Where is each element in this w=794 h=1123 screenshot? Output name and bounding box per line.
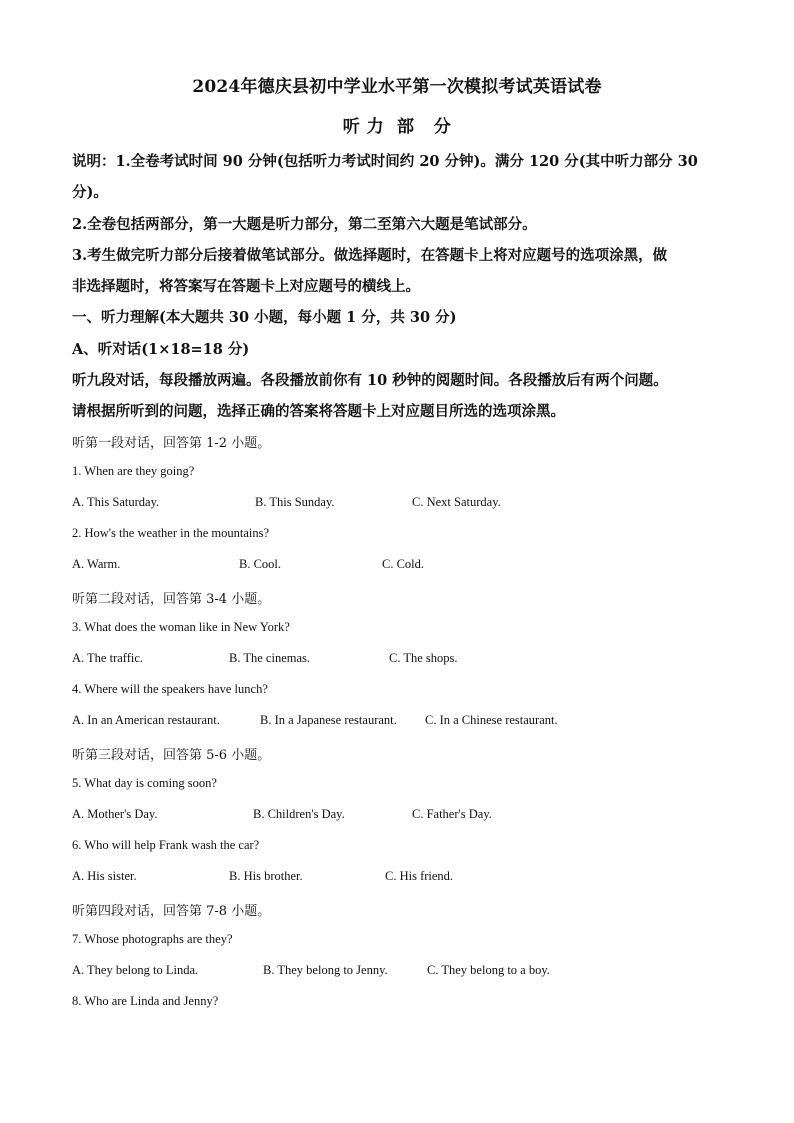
question-6-option-a: A. His sister.: [72, 869, 137, 883]
question-5-option-b: B. Children's Day.: [253, 807, 345, 821]
question-6-option-b: B. His brother.: [229, 869, 303, 883]
question-3-stem: 3. What does the woman like in New York?: [72, 620, 290, 634]
part-a-heading: A、听对话(1×18=18 分): [72, 341, 250, 358]
dialog-intro-1: 听第一段对话，回答第 1-2 小题。: [72, 436, 271, 451]
question-1-option-b: B. This Sunday.: [255, 495, 335, 509]
question-5-option-a: A. Mother's Day.: [72, 807, 158, 821]
dialog-intro-4: 听第四段对话，回答第 7-8 小题。: [72, 904, 271, 919]
question-7-stem: 7. Whose photographs are they?: [72, 932, 233, 946]
question-1-option-c: C. Next Saturday.: [412, 495, 501, 509]
instructions-line-1: 说明：1.全卷考试时间 90 分钟(包括听力考试时间约 20 分钟)。满分 120 分(其中听力部分 30: [72, 153, 698, 170]
question-7-option-b: B. They belong to Jenny.: [263, 963, 388, 977]
question-4-stem: 4. Where will the speakers have lunch?: [72, 682, 268, 696]
question-1-option-a: A. This Saturday.: [72, 495, 160, 509]
question-6-option-c: C. His friend.: [385, 869, 454, 883]
dialog-intro-3: 听第三段对话，回答第 5-6 小题。: [72, 748, 271, 763]
question-3-option-c: C. The shops.: [389, 651, 458, 665]
question-3-option-a: A. The traffic.: [72, 651, 144, 665]
dialog-intro-2: 听第二段对话，回答第 3-4 小题。: [72, 592, 271, 607]
instructions-line-5: 非选择题时，将答案写在答题卡上对应题号的横线上。: [72, 278, 420, 295]
question-7-option-c: C. They belong to a boy.: [427, 963, 550, 977]
question-4-option-b: B. In a Japanese restaurant.: [260, 713, 397, 727]
question-5-option-c: C. Father's Day.: [412, 807, 492, 821]
section-subtitle: 听 力 部 分: [342, 117, 452, 137]
instructions-line-3: 2.全卷包括两部分，第一大题是听力部分，第二至第六大题是笔试部分。: [72, 216, 537, 233]
instructions-line-2: 分)。: [72, 184, 108, 201]
question-2-option-c: C. Cold.: [382, 557, 425, 571]
question-1-stem: 1. When are they going?: [72, 464, 195, 478]
section-heading: 一、听力理解(本大题共 30 小题，每小题 1 分，共 30 分): [72, 309, 457, 326]
question-2-stem: 2. How's the weather in the mountains?: [72, 526, 269, 540]
question-8-stem: 8. Who are Linda and Jenny?: [72, 994, 219, 1008]
question-4-option-a: A. In an American restaurant.: [72, 713, 220, 727]
question-6-stem: 6. Who will help Frank wash the car?: [72, 838, 260, 852]
question-3-option-b: B. The cinemas.: [229, 651, 310, 665]
page-title: 2024年德庆县初中学业水平第一次模拟考试英语试卷: [192, 77, 602, 97]
question-5-stem: 5. What day is coming soon?: [72, 776, 217, 790]
question-2-option-a: A. Warm.: [72, 557, 121, 571]
question-7-option-a: A. They belong to Linda.: [72, 963, 199, 977]
directions-line-1: 听九段对话，每段播放两遍。各段播放前你有 10 秒钟的阅题时间。各段播放后有两个问题。: [72, 372, 668, 389]
question-4-option-c: C. In a Chinese restaurant.: [425, 713, 558, 727]
directions-line-2: 请根据所听到的问题，选择正确的答案将答题卡上对应题目所选的选项涂黑。: [72, 403, 565, 420]
question-2-option-b: B. Cool.: [239, 557, 282, 571]
instructions-line-4: 3.考生做完听力部分后接着做笔试部分。做选择题时，在答题卡上将对应题号的选项涂黑，做: [72, 247, 668, 264]
